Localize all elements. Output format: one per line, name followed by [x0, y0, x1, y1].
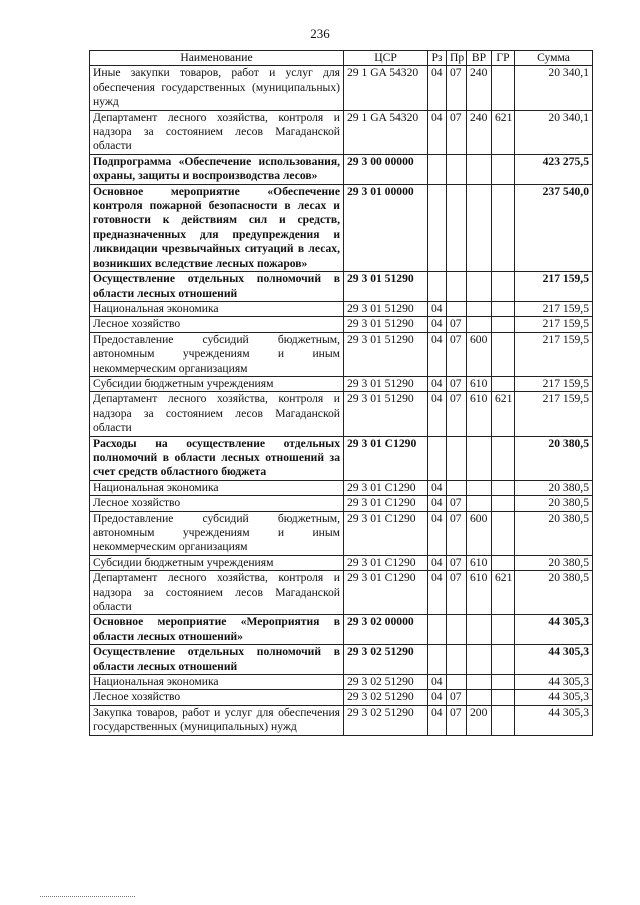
row-pr [447, 615, 467, 645]
row-rz: 04 [428, 301, 447, 316]
row-sum: 44 305,3 [515, 615, 593, 645]
row-vr [467, 317, 492, 332]
table-row [90, 301, 593, 316]
table-row [90, 555, 593, 570]
row-rz: 04 [428, 110, 447, 154]
table-row [90, 690, 593, 705]
row-csr: 29 3 01 C1290 [344, 571, 428, 615]
row-pr: 07 [447, 571, 467, 615]
table-row [90, 705, 593, 735]
row-sum: 423 275,5 [515, 154, 593, 184]
row-sum: 217 159,5 [515, 301, 593, 316]
row-sum: 237 540,0 [515, 184, 593, 271]
table-row [90, 496, 593, 511]
table-row [90, 571, 593, 615]
row-sum: 20 380,5 [515, 496, 593, 511]
row-name: Основное мероприятие «Обеспечение контроля пожарной безопасности в лесах и готовности к действиям сил и средств, предназначенных для предупреждения и ликвидации чрезвычайных ситуаций в лесах, возникших вследствие лесных пожаров» [90, 184, 344, 271]
row-name: Лесное хозяйство [90, 496, 344, 511]
table-row [90, 511, 593, 555]
row-rz: 04 [428, 480, 447, 495]
row-sum: 20 380,5 [515, 480, 593, 495]
row-vr: 610 [467, 555, 492, 570]
row-gr [492, 332, 515, 376]
table-row [90, 154, 593, 184]
row-sum: 217 159,5 [515, 332, 593, 376]
row-name: Закупка товаров, работ и услуг для обеспечения государственных (муниципальных) нужд [90, 705, 344, 735]
row-csr: 29 1 GA 54320 [344, 66, 428, 110]
row-name: Осуществление отдельных полномочий в области лесных отношений [90, 272, 344, 302]
table-row [90, 392, 593, 436]
row-rz [428, 154, 447, 184]
row-vr: 610 [467, 376, 492, 391]
row-sum: 44 305,3 [515, 690, 593, 705]
row-vr [467, 272, 492, 302]
row-pr [447, 645, 467, 675]
row-csr: 29 3 01 51290 [344, 301, 428, 316]
row-name: Предоставление субсидий бюджетным, автономным учреждениям и иным некоммерческим организациям [90, 511, 344, 555]
row-gr [492, 675, 515, 690]
row-gr [492, 496, 515, 511]
row-pr: 07 [447, 332, 467, 376]
row-csr: 29 3 01 51290 [344, 317, 428, 332]
row-sum: 44 305,3 [515, 645, 593, 675]
row-vr [467, 675, 492, 690]
row-gr [492, 301, 515, 316]
row-pr: 07 [447, 555, 467, 570]
table-body [90, 66, 593, 735]
row-vr [467, 645, 492, 675]
row-vr: 610 [467, 392, 492, 436]
row-gr [492, 645, 515, 675]
row-name: Осуществление отдельных полномочий в области лесных отношений [90, 645, 344, 675]
row-csr: 29 3 01 C1290 [344, 436, 428, 480]
row-pr: 07 [447, 392, 467, 436]
table-row [90, 480, 593, 495]
page-number: 236 [310, 26, 330, 41]
header-vr: ВР [467, 51, 492, 66]
table-row [90, 615, 593, 645]
row-gr [492, 555, 515, 570]
row-name: Иные закупки товаров, работ и услуг для обеспечения государственных (муниципальных) нужд [90, 66, 344, 110]
row-vr [467, 615, 492, 645]
row-rz: 04 [428, 705, 447, 735]
row-rz [428, 436, 447, 480]
row-rz [428, 645, 447, 675]
row-sum: 20 340,1 [515, 66, 593, 110]
row-csr: 29 3 02 51290 [344, 690, 428, 705]
row-name: Национальная экономика [90, 480, 344, 495]
row-gr [492, 272, 515, 302]
row-csr: 29 3 02 00000 [344, 615, 428, 645]
row-vr: 240 [467, 66, 492, 110]
row-gr [492, 436, 515, 480]
row-name: Департамент лесного хозяйства, контроля и надзора за состоянием лесов Магаданской области [90, 571, 344, 615]
row-name: Лесное хозяйство [90, 317, 344, 332]
row-csr: 29 3 01 51290 [344, 376, 428, 391]
row-vr [467, 436, 492, 480]
row-sum: 44 305,3 [515, 675, 593, 690]
header-sum: Сумма [515, 51, 593, 66]
row-name: Субсидии бюджетным учреждениям [90, 555, 344, 570]
row-csr: 29 3 00 00000 [344, 154, 428, 184]
row-gr: 621 [492, 110, 515, 154]
header-name: Наименование [90, 51, 344, 66]
row-vr [467, 184, 492, 271]
row-csr: 29 3 01 C1290 [344, 555, 428, 570]
row-pr: 07 [447, 376, 467, 391]
row-sum: 20 380,5 [515, 436, 593, 480]
row-sum: 20 380,5 [515, 511, 593, 555]
row-name: Лесное хозяйство [90, 690, 344, 705]
row-rz: 04 [428, 511, 447, 555]
row-vr: 240 [467, 110, 492, 154]
row-csr: 29 3 01 51290 [344, 272, 428, 302]
row-name: Расходы на осуществление отдельных полномочий в области лесных отношений за счет средств областного бюджета [90, 436, 344, 480]
header-rz: Рз [428, 51, 447, 66]
row-gr [492, 511, 515, 555]
row-name: Субсидии бюджетным учреждениям [90, 376, 344, 391]
row-sum: 44 305,3 [515, 705, 593, 735]
row-pr: 07 [447, 511, 467, 555]
table-row [90, 376, 593, 391]
row-gr [492, 66, 515, 110]
row-pr: 07 [447, 690, 467, 705]
row-rz: 04 [428, 376, 447, 391]
row-rz: 04 [428, 496, 447, 511]
row-sum: 20 380,5 [515, 555, 593, 570]
row-pr [447, 272, 467, 302]
row-pr [447, 301, 467, 316]
row-name: Департамент лесного хозяйства, контроля и надзора за состоянием лесов Магаданской области [90, 110, 344, 154]
row-sum: 217 159,5 [515, 317, 593, 332]
row-csr: 29 3 02 51290 [344, 705, 428, 735]
row-vr: 600 [467, 332, 492, 376]
table-row [90, 110, 593, 154]
row-rz: 04 [428, 690, 447, 705]
row-gr [492, 154, 515, 184]
row-csr: 29 3 01 51290 [344, 332, 428, 376]
row-pr [447, 436, 467, 480]
table-row [90, 436, 593, 480]
row-pr: 07 [447, 496, 467, 511]
row-gr [492, 480, 515, 495]
row-gr: 621 [492, 392, 515, 436]
row-pr [447, 675, 467, 690]
row-pr [447, 184, 467, 271]
header-pr: Пр [447, 51, 467, 66]
table-row [90, 66, 593, 110]
row-rz: 04 [428, 675, 447, 690]
row-name: Основное мероприятие «Мероприятия в области лесных отношений» [90, 615, 344, 645]
row-pr: 07 [447, 66, 467, 110]
row-name: Национальная экономика [90, 675, 344, 690]
row-gr [492, 615, 515, 645]
budget-table [89, 50, 593, 736]
row-csr: 29 3 01 51290 [344, 392, 428, 436]
row-rz: 04 [428, 66, 447, 110]
row-csr: 29 1 GA 54320 [344, 110, 428, 154]
header-row [90, 51, 593, 66]
row-sum: 20 340,1 [515, 110, 593, 154]
header-csr: ЦСР [344, 51, 428, 66]
row-csr: 29 3 02 51290 [344, 675, 428, 690]
row-vr [467, 480, 492, 495]
row-pr: 07 [447, 705, 467, 735]
table-row [90, 272, 593, 302]
row-gr [492, 690, 515, 705]
row-sum: 217 159,5 [515, 272, 593, 302]
row-vr [467, 690, 492, 705]
row-vr [467, 496, 492, 511]
row-rz: 04 [428, 317, 447, 332]
row-name: Департамент лесного хозяйства, контроля и надзора за состоянием лесов Магаданской области [90, 392, 344, 436]
row-vr: 600 [467, 511, 492, 555]
row-pr [447, 154, 467, 184]
row-csr: 29 3 01 00000 [344, 184, 428, 271]
row-rz: 04 [428, 332, 447, 376]
row-vr [467, 154, 492, 184]
table-row [90, 645, 593, 675]
row-rz: 04 [428, 571, 447, 615]
row-pr: 07 [447, 110, 467, 154]
row-name: Национальная экономика [90, 301, 344, 316]
row-gr: 621 [492, 571, 515, 615]
row-name: Предоставление субсидий бюджетным, автономным учреждениям и иным некоммерческим организациям [90, 332, 344, 376]
row-sum: 20 380,5 [515, 571, 593, 615]
row-sum: 217 159,5 [515, 376, 593, 391]
header-gr: ГР [492, 51, 515, 66]
table-row [90, 332, 593, 376]
row-rz: 04 [428, 555, 447, 570]
footer-separator [40, 896, 135, 897]
row-sum: 217 159,5 [515, 392, 593, 436]
table-row [90, 184, 593, 271]
row-gr [492, 376, 515, 391]
row-pr [447, 480, 467, 495]
row-gr [492, 184, 515, 271]
row-csr: 29 3 01 C1290 [344, 480, 428, 495]
table-row [90, 675, 593, 690]
row-csr: 29 3 01 C1290 [344, 511, 428, 555]
table-row [90, 317, 593, 332]
row-rz: 04 [428, 392, 447, 436]
row-pr: 07 [447, 317, 467, 332]
row-vr: 610 [467, 571, 492, 615]
row-csr: 29 3 01 C1290 [344, 496, 428, 511]
row-rz [428, 615, 447, 645]
row-rz [428, 184, 447, 271]
row-rz [428, 272, 447, 302]
row-csr: 29 3 02 51290 [344, 645, 428, 675]
row-name: Подпрограмма «Обеспечение использования, охраны, защиты и воспроизводства лесов» [90, 154, 344, 184]
row-vr [467, 301, 492, 316]
row-gr [492, 705, 515, 735]
row-vr: 200 [467, 705, 492, 735]
row-gr [492, 317, 515, 332]
